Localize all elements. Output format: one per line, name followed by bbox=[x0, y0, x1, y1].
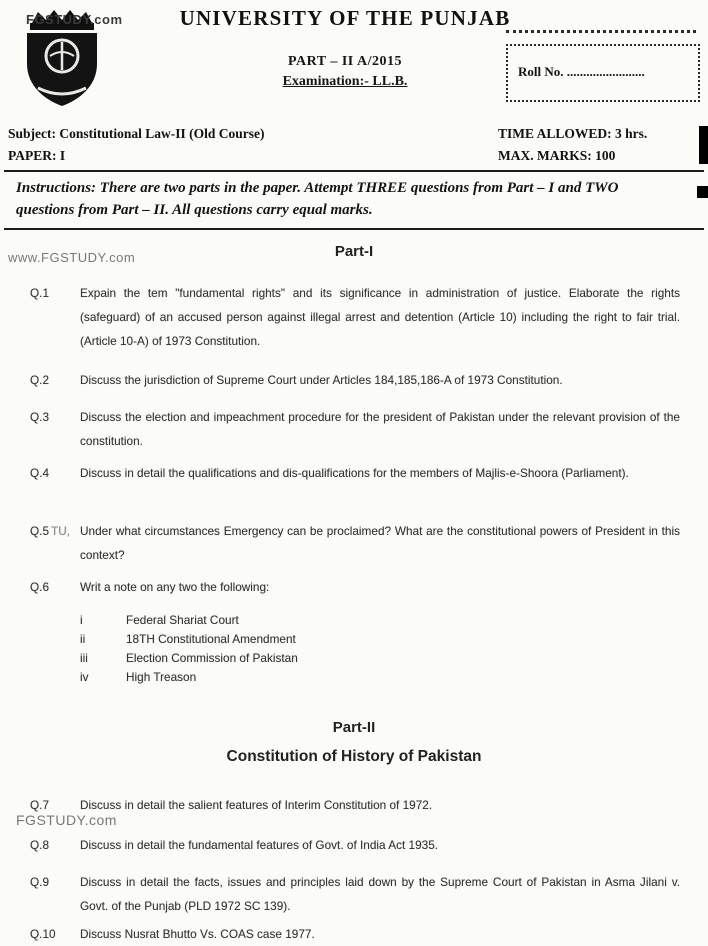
list-item-text: High Treason bbox=[126, 670, 197, 684]
question-number: Q.10 bbox=[30, 927, 56, 941]
list-item-text: Election Commission of Pakistan bbox=[126, 651, 298, 665]
list-item bbox=[80, 668, 298, 687]
divider-line bbox=[4, 170, 704, 172]
watermark-q5-overlap: TU, bbox=[51, 524, 71, 538]
time-allowed-label: TIME ALLOWED: 3 hrs. bbox=[498, 126, 648, 141]
roll-no-box bbox=[506, 44, 700, 102]
subject-label: Subject: Constitutional Law-II (Old Course) bbox=[8, 126, 265, 141]
question-number: Q.5 bbox=[30, 524, 50, 538]
question-row-q3 bbox=[30, 405, 680, 453]
question-row-q2 bbox=[30, 368, 680, 392]
watermark-left: www.FGSTUDY.com bbox=[8, 250, 136, 265]
question-text: Discuss the jurisdiction of Supreme Court under Articles 184,185,186-A of 1973 Constitution. bbox=[80, 373, 563, 387]
question-text: Expain the tem "fundamental rights" and its significance in administration of justice. Elaborate the rights (safeguard) of an accused person against illegal arrest and detention (Article 10) including the right to fair trial. (Article 10-A) of 1973 Constitution. bbox=[80, 286, 680, 348]
max-marks-label: MAX. MARKS: 100 bbox=[498, 148, 616, 163]
question-row-q8 bbox=[30, 833, 680, 857]
paper-label: PAPER: I bbox=[8, 148, 66, 163]
list-item bbox=[80, 630, 298, 649]
list-item-number: ii bbox=[80, 632, 86, 646]
part-session-line: PART – II A/2015 bbox=[288, 54, 402, 69]
question-row-q4 bbox=[30, 461, 680, 485]
question-number: Q.3 bbox=[30, 410, 50, 424]
q6-subitems-list bbox=[80, 611, 298, 687]
question-text: Under what circumstances Emergency can be proclaimed? What are the constitutional powers of President in this context? bbox=[80, 524, 680, 562]
list-item-number: iv bbox=[80, 670, 89, 684]
page-title: UNIVERSITY OF THE PUNJAB bbox=[179, 6, 511, 30]
question-text: Discuss in detail the qualifications and dis-qualifications for the members of Majlis-e-Shoora (Parliament). bbox=[80, 466, 629, 480]
question-text: Discuss Nusrat Bhutto Vs. COAS case 1977. bbox=[80, 927, 315, 941]
question-number: Q.7 bbox=[30, 798, 50, 812]
part2-heading: Part-II bbox=[332, 719, 376, 736]
question-number: Q.4 bbox=[30, 466, 50, 480]
part2-subheading: Constitution of History of Pakistan bbox=[226, 748, 482, 765]
question-number: Q.9 bbox=[30, 875, 50, 889]
question-row-q5 bbox=[30, 519, 680, 567]
question-text: Discuss the election and impeachment procedure for the president of Pakistan under the relevant provision of the constitution. bbox=[80, 410, 680, 448]
examination-line: Examination:- LL.B. bbox=[282, 74, 408, 89]
question-row-q9 bbox=[30, 870, 680, 918]
list-item-number: i bbox=[80, 613, 83, 627]
question-text: Writ a note on any two the following: bbox=[80, 580, 270, 594]
scan-artifact bbox=[699, 126, 708, 164]
list-item bbox=[80, 649, 298, 668]
question-number: Q.1 bbox=[30, 286, 50, 300]
question-text: Discuss in detail the salient features of Interim Constitution of 1972. bbox=[80, 798, 433, 812]
roll-no-label: Roll No. ........................ bbox=[518, 64, 645, 79]
question-number: Q.6 bbox=[30, 580, 50, 594]
question-text: Discuss in detail the facts, issues and principles laid down by the Supreme Court of Pakistan in Asma Jilani v. Govt. of the Punjab (PLD 1972 SC 139). bbox=[80, 875, 680, 913]
watermark-bottom: FGSTUDY.com bbox=[16, 812, 117, 828]
divider-line bbox=[4, 228, 704, 230]
question-number: Q.2 bbox=[30, 373, 50, 387]
watermark-top: FGSTUDY.com bbox=[26, 12, 123, 27]
list-item-number: iii bbox=[80, 651, 88, 665]
instructions-text: Instructions: There are two parts in the paper. Attempt THREE questions from Part – I and TWO questions from Part – II. All questions carry equal marks. bbox=[16, 180, 619, 218]
list-item-text: 18TH Constitutional Amendment bbox=[126, 632, 296, 646]
question-row-q10 bbox=[30, 922, 680, 946]
scan-artifact bbox=[697, 186, 708, 198]
question-number: Q.8 bbox=[30, 838, 50, 852]
part1-heading: Part-I bbox=[334, 243, 374, 260]
question-row-q7 bbox=[30, 793, 680, 817]
roll-no-dotted-line bbox=[506, 30, 696, 33]
list-item-text: Federal Shariat Court bbox=[126, 613, 239, 627]
question-row-q1 bbox=[30, 281, 680, 353]
question-row-q6 bbox=[30, 575, 680, 599]
question-text: Discuss in detail the fundamental features of Govt. of India Act 1935. bbox=[80, 838, 439, 852]
list-item bbox=[80, 611, 298, 630]
